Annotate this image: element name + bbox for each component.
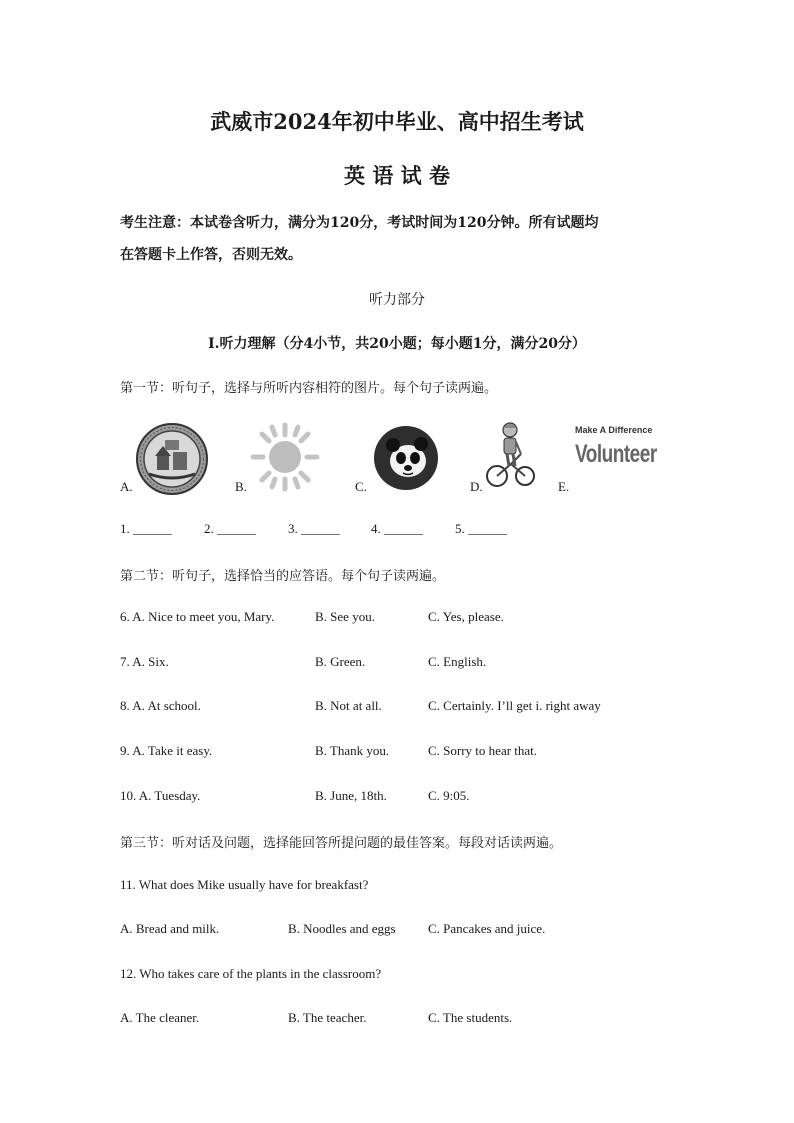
pic-label-b: B. (235, 479, 247, 494)
q12-question: 12. Who takes care of the plants in the classroom? (120, 966, 382, 981)
q6-option-c: C. Yes, please. (428, 609, 504, 624)
q11-option-b: B. Noodles and eggs (288, 921, 396, 936)
sun-icon (250, 422, 320, 492)
answer-blank-3[interactable]: 3. ______ (288, 521, 340, 536)
q11-option-a: A. Bread and milk. (120, 921, 220, 936)
q9-option-a: 9. A. Take it easy. (120, 743, 213, 758)
pic-label-e: E. (558, 479, 570, 494)
q7-option-c: C. English. (428, 654, 487, 669)
notice-line-2: 在答题卡上作答，否则无效。 (120, 247, 302, 263)
q7-option-b: B. Green. (315, 654, 366, 669)
q11-question: 11. What does Mike usually have for breakfast? (120, 877, 369, 892)
answer-blank-1[interactable]: 1. ______ (120, 521, 172, 536)
answer-blank-2[interactable]: 2. ______ (204, 521, 256, 536)
q7-option-a: 7. A. Six. (120, 654, 169, 669)
sign-top-text: Make A Difference (575, 425, 653, 435)
answer-blank-4[interactable]: 4. ______ (371, 521, 423, 536)
panda-icon (373, 425, 439, 491)
sec1-instruction: 第一节：听句子，选择与所听内容相符的图片。每个句子读两遍。 (120, 381, 498, 396)
q6-option-a: 6. A. Nice to meet you, Mary. (120, 609, 275, 624)
pic-label-a: A. (120, 479, 133, 494)
q11-option-c: C. Pancakes and juice. (428, 921, 546, 936)
sec3-instruction: 第三节：听对话及问题，选择能回答所提问题的最佳答案。每段对话读两遍。 (120, 836, 563, 851)
child-cycling-icon (485, 420, 535, 490)
q8-option-c: C. Certainly. I’ll get i. right away (428, 698, 601, 713)
q10-option-a: 10. A. Tuesday. (120, 788, 201, 803)
q12-option-a: A. The cleaner. (120, 1010, 200, 1025)
notice-line-1: 考生注意：本试卷含听力，满分为120分，考试时间为120分钟。所有试题均 (120, 215, 599, 231)
q9-option-b: B. Thank you. (315, 743, 390, 758)
sec2-instruction: 第二节：听句子，选择恰当的应答语。每个句子读两遍。 (120, 569, 446, 584)
emblem-seal-icon (135, 422, 209, 496)
sign-main-text: Volunteer (575, 441, 657, 469)
section-title: Ⅰ.听力理解（分4小节，共20小题；每小题1分，满分20分） (208, 336, 586, 352)
q12-option-b: B. The teacher. (288, 1010, 367, 1025)
pic-label-c: C. (355, 479, 367, 494)
q6-option-b: B. See you. (315, 609, 375, 624)
q10-option-c: C. 9:05. (428, 788, 470, 803)
q9-option-c: C. Sorry to hear that. (428, 743, 538, 758)
part-title: 听力部分 (369, 292, 425, 308)
q10-option-b: B. June, 18th. (315, 788, 387, 803)
exam-subtitle: 英 语 试 卷 (344, 163, 450, 188)
q8-option-b: B. Not at all. (315, 698, 382, 713)
q12-option-c: C. The students. (428, 1010, 513, 1025)
answer-blank-5[interactable]: 5. ______ (455, 521, 507, 536)
pic-label-d: D. (470, 479, 483, 494)
q8-option-a: 8. A. At school. (120, 698, 201, 713)
exam-title: 武威市2024年初中毕业、高中招生考试 (210, 109, 584, 134)
volunteer-sign-icon (575, 425, 655, 489)
